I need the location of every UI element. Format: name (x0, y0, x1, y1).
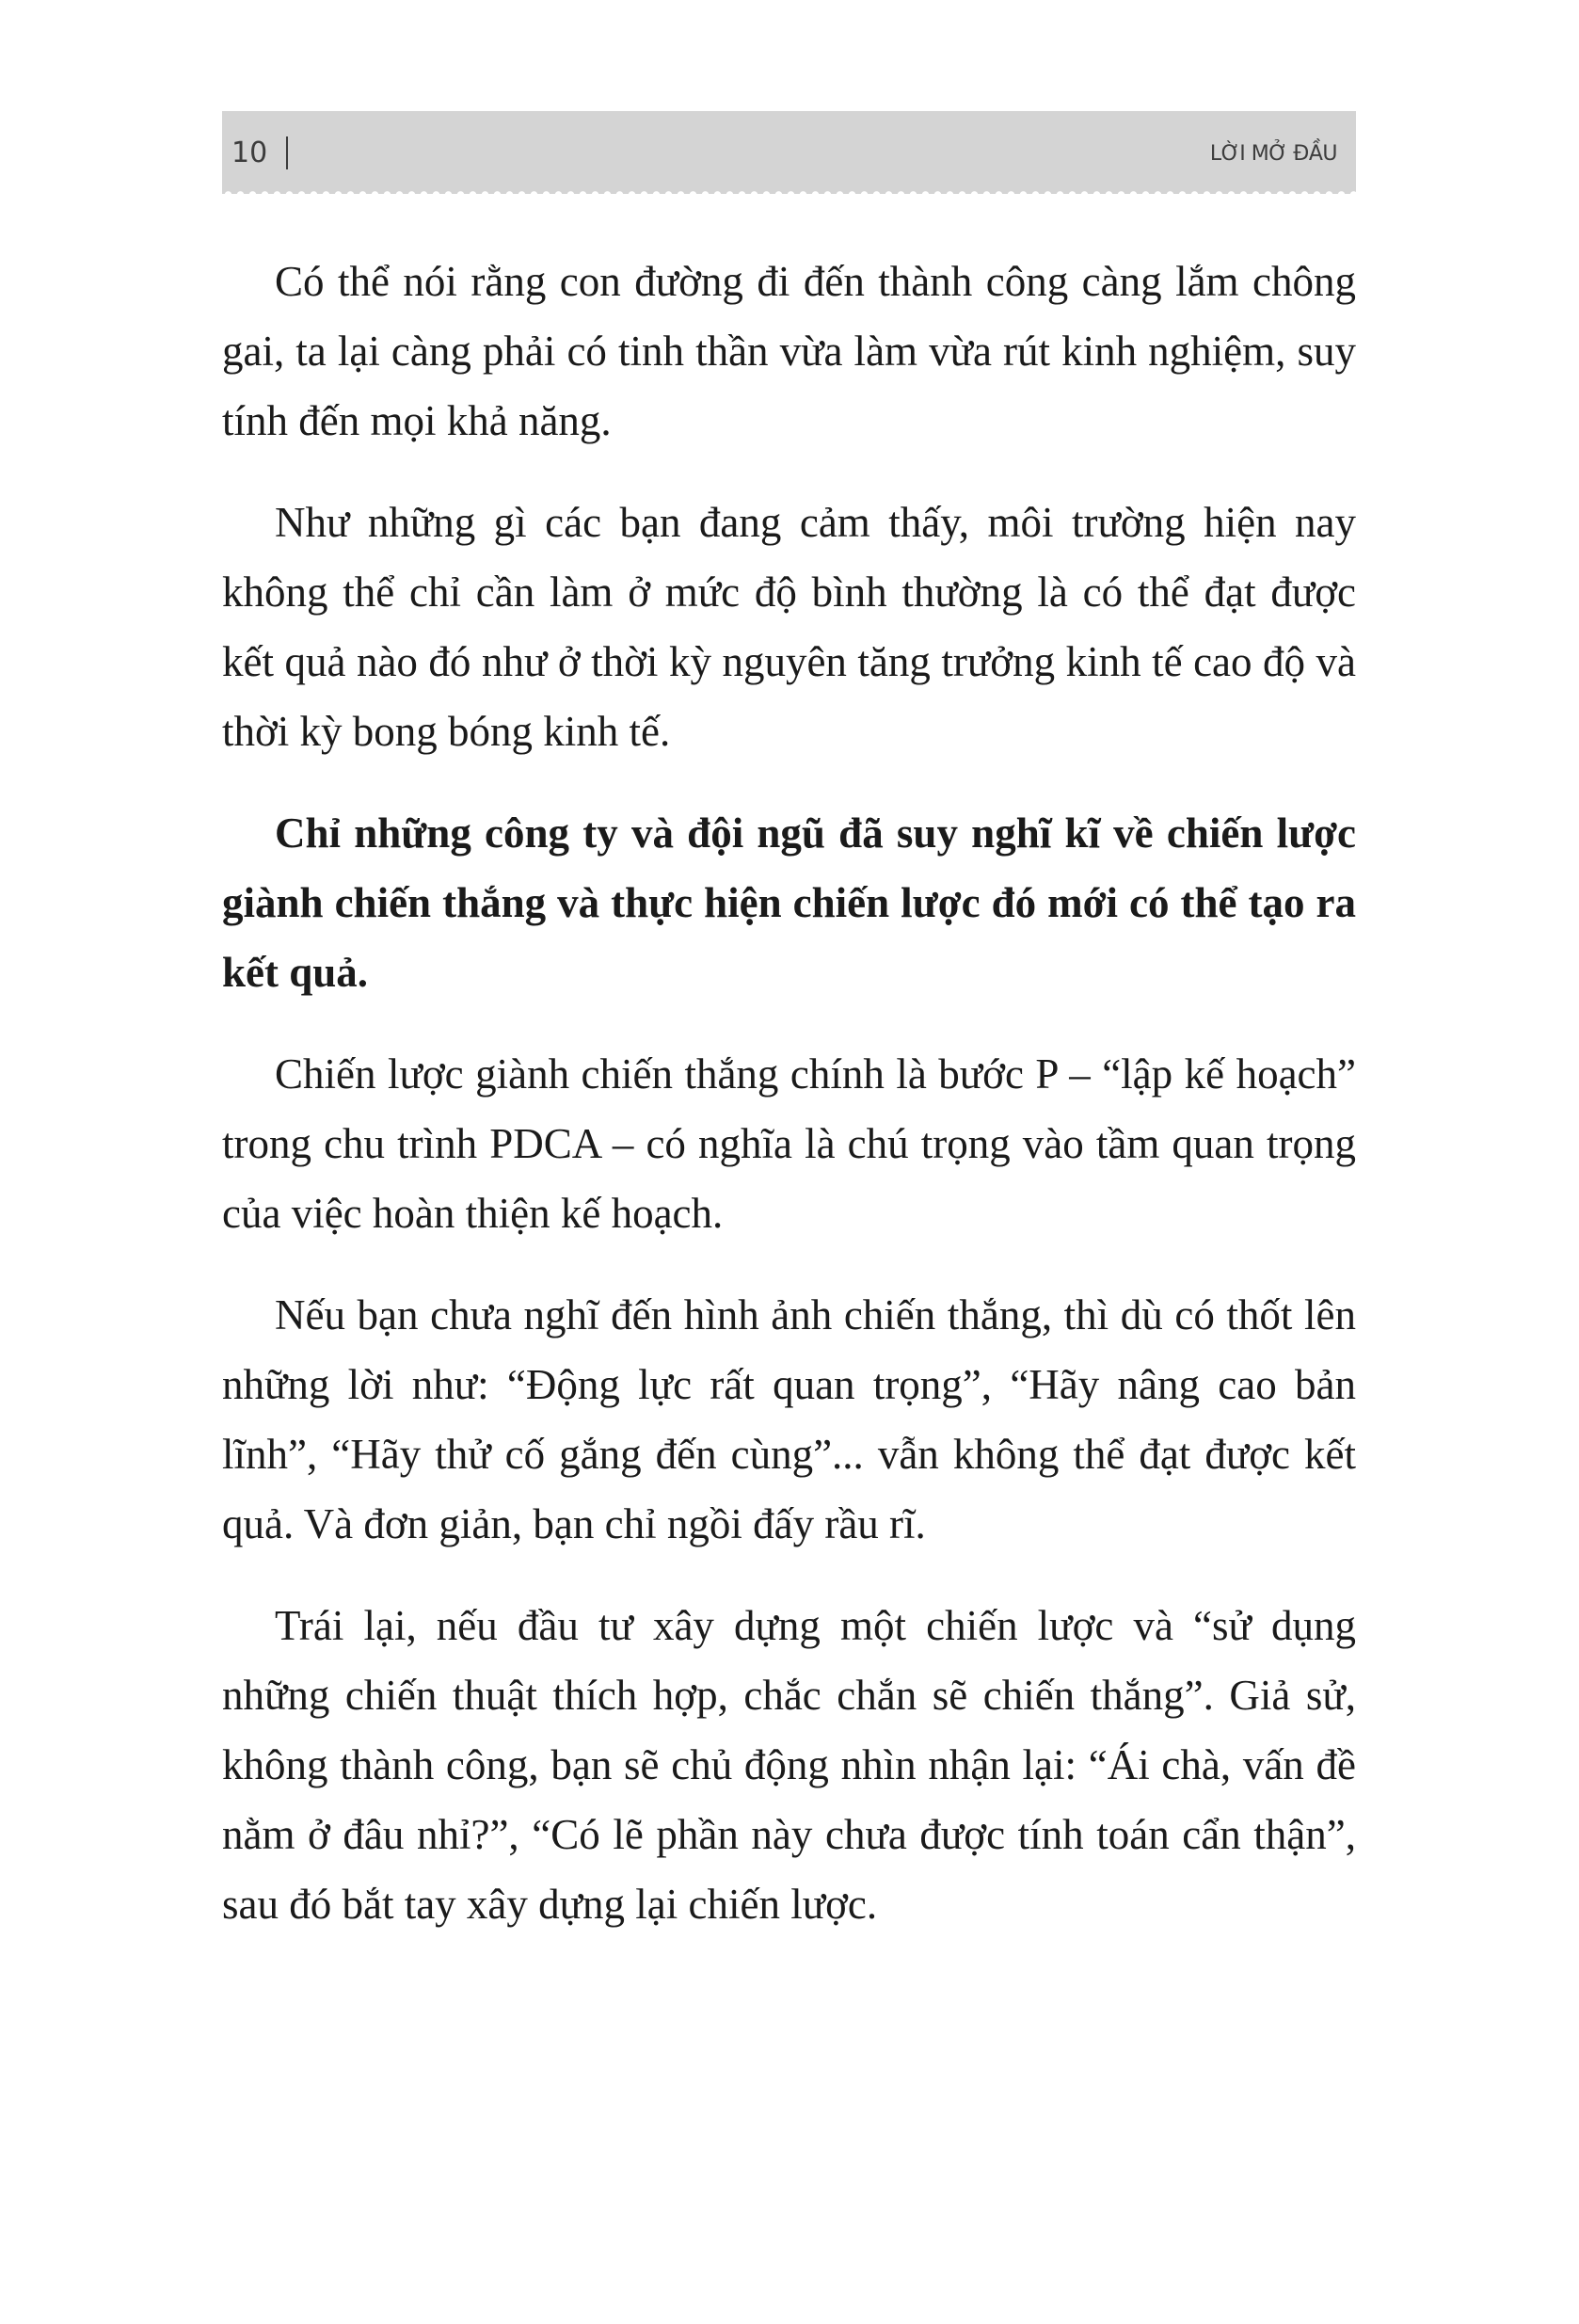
paragraph: Như những gì các bạn đang cảm thấy, môi trường hiện nay không thể chỉ cần làm ở mức độ bình thường là có thể đạt được kết quả nào đó như ở thời kỳ nguyên tăng trưởng kinh tế cao độ và thời kỳ bong bóng kinh tế. (222, 499, 1356, 755)
page-number: 10 (231, 136, 268, 169)
emphasis-paragraph: Chỉ những công ty và đội ngũ đã suy nghĩ kĩ về chiến lược giành chiến thắng và thực hiện chiến lược đó mới có thể tạo ra kết quả. (222, 809, 1356, 996)
paragraph: Có thể nói rằng con đường đi đến thành công càng lắm chông gai, ta lại càng phải có tinh thần vừa làm vừa rút kinh nghiệm, suy tính đến mọi khả năng. (222, 258, 1356, 444)
body-text (222, 247, 1356, 1971)
paragraph: Nếu bạn chưa nghĩ đến hình ảnh chiến thắng, thì dù có thốt lên những lời như: “Động lực rất quan trọng”, “Hãy nâng cao bản lĩnh”, “Hãy thử cố gắng đến cùng”... vẫn không thể đạt được kết quả. Và đơn giản, bạn chỉ ngồi đấy rầu rĩ. (222, 1291, 1356, 1547)
paragraph: Chiến lược giành chiến thắng chính là bước P – “lập kế hoạch” trong chu trình PDCA – có nghĩa là chú trọng vào tầm quan trọng của việc hoàn thiện kế hoạch. (222, 1050, 1356, 1237)
page-divider (286, 136, 288, 169)
section-title: LỜI MỞ ĐẦU (1209, 142, 1337, 166)
paragraph: Trái lại, nếu đầu tư xây dựng một chiến lược và “sử dụng những chiến thuật thích hợp, chắc chắn sẽ chiến thắng”. Giả sử, không thành công, bạn sẽ chủ động nhìn nhận lại: “Ái chà, vấn đề nằm ở đâu nhỉ?”, “Có lẽ phần này chưa được tính toán cẩn thận”, sau đó bắt tay xây dựng lại chiến lược. (222, 1602, 1356, 1928)
running-header (222, 111, 1356, 194)
